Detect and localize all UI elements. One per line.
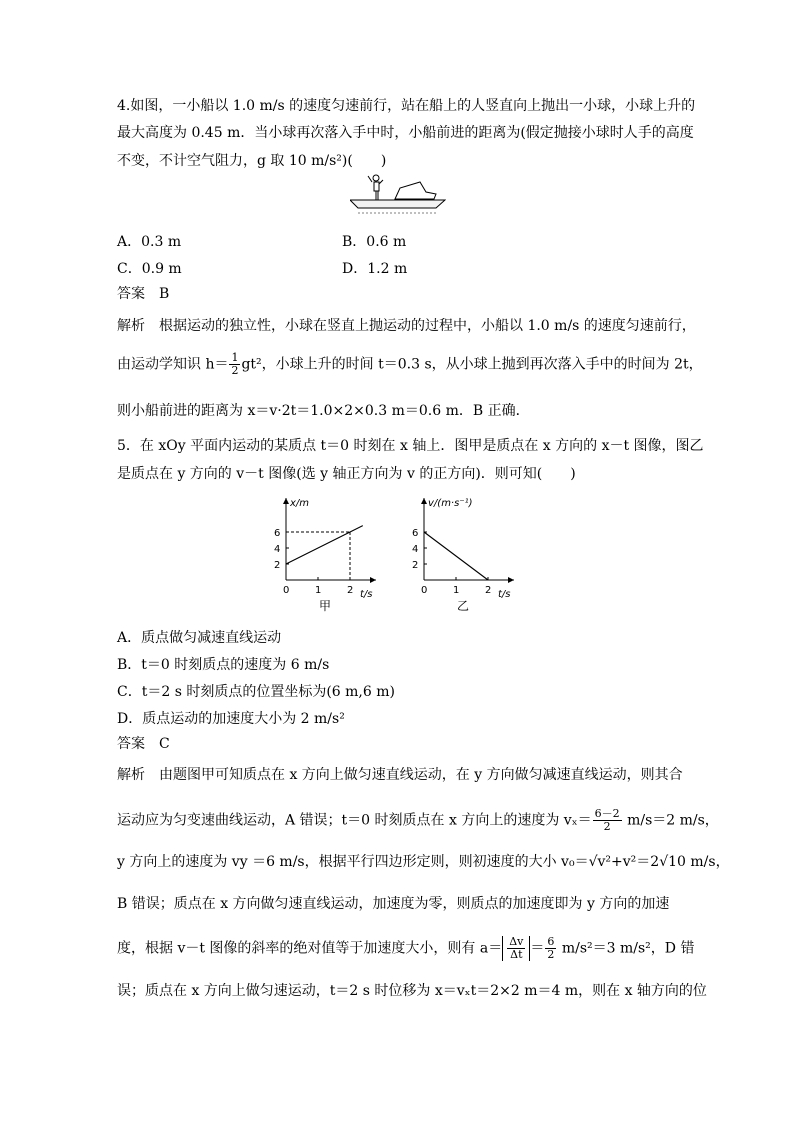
q5-ex2-text-a: 运动应为匀变速曲线运动，A 错误；t＝0 时刻质点在 x 方向上的速度为 vₓ＝	[117, 812, 592, 829]
jia-x-label: t/s	[360, 589, 373, 600]
q4-option-c: C．0.9 m	[117, 261, 182, 277]
q5-ex2-text-b: m/s＝2 m/s，	[627, 812, 719, 829]
jia-series-line	[286, 526, 363, 564]
q5-option-b: B．t＝0 时刻质点的速度为 6 m/s	[117, 657, 330, 673]
q5-option-d: D．质点运动的加速度大小为 2 m/s²	[117, 711, 345, 727]
q4-explanation-2	[117, 352, 703, 377]
q4-answer: 答案 B	[117, 286, 170, 302]
q5-option-c: C．t＝2 s 时刻质点的位置坐标为(6 m,6 m)	[117, 684, 395, 700]
q4-half-fraction: $\frac{1}{2}$	[231, 351, 239, 377]
jia-x-tick-label: 0	[283, 585, 290, 596]
q4-explanation-1: 解析 根据运动的独立性，小球在竖直上抛运动的过程中，小船以 1.0 m/s 的速度匀速前行，	[117, 318, 696, 334]
q4-option-b: B．0.6 m	[342, 234, 407, 250]
yi-y-tick-label: 6	[412, 528, 419, 539]
q5-explanation-2	[117, 808, 719, 833]
q5-explanation-1: 解析 由题图甲可知质点在 x 方向上做匀速直线运动，在 y 方向做匀减速直线运动，则其合	[117, 767, 683, 783]
chart-v-t-graph	[395, 490, 525, 620]
q5-ex5-text-b: m/s²＝3 m/s²，D 错	[561, 940, 695, 957]
jia-x-tick-label: 1	[315, 585, 322, 596]
q5-answer: 答案 C	[117, 736, 170, 752]
boat-illustration	[350, 172, 446, 218]
q5-abs-bars: $\frac{\Delta v}{\Delta t}$	[502, 936, 530, 961]
q5-ex5-text-a: 度，根据 v－t 图像的斜率的绝对值等于加速度大小，则有 a＝	[117, 940, 503, 957]
q4-ex2-text-b: gt²，小球上升的时间 t＝0.3 s，从小球上抛到再次落入手中的时间为 2t，	[241, 356, 703, 373]
yi-x-tick-label: 2	[485, 585, 492, 596]
jia-x-tick-label: 2	[347, 585, 354, 596]
q5-accel-fraction: $\frac{6}{2}$	[547, 935, 555, 961]
q5-ex3-text-b: m/s，	[690, 854, 730, 870]
jia-y-tick-label: 4	[274, 544, 281, 555]
q4-explanation-3: 则小船前进的距离为 x＝v·2t＝1.0×2×0.3 m＝0.6 m．B 正确．	[117, 403, 530, 419]
q5-sqrt-expression: √v²+v²＝2√10	[588, 854, 686, 870]
yi-y-tick-label: 4	[412, 544, 419, 555]
q5-ex3-text-a: y 方向上的速度为 vy ＝6 m/s，根据平行四边形定则，则初速度的大小 v₀＝	[117, 854, 589, 870]
q5-explanation-3	[117, 853, 730, 871]
q5-line-2: 是质点在 y 方向的 v－t 图像(选 y 轴正方向为 v 的正方向)．则可知( )	[117, 466, 576, 482]
yi-y-label: v/(m·s⁻¹)	[428, 498, 473, 509]
q5-line-1: 5．在 xOy 平面内运动的某质点 t＝0 时刻在 x 轴上．图甲是质点在 x 方向的 x－t 图像，图乙	[117, 438, 704, 454]
chart-x-t-graph	[255, 490, 400, 620]
jia-y-tick-label: 6	[274, 528, 281, 539]
jia-y-label: x/m	[290, 498, 310, 509]
yi-caption: 乙	[457, 599, 470, 613]
q4-ex2-text-a: 由运动学知识 h＝	[117, 356, 229, 373]
q4-line-1: 4.如图，一小船以 1.0 m/s 的速度匀速前行，站在船上的人竖直向上抛出一小球，小球上升的	[117, 98, 696, 114]
q5-explanation-6: 误；质点在 x 方向上做匀速运动，t＝2 s 时位移为 x＝vₓt＝2×2 m＝4 m，则在 x 轴方向的位	[117, 983, 707, 999]
q4-option-a: A．0.3 m	[117, 234, 182, 250]
q5-explanation-4: B 错误；质点在 x 方向做匀速直线运动，加速度为零，则质点的加速度即为 y 方向的加速	[117, 896, 670, 912]
q5-option-a: A．质点做匀减速直线运动	[117, 630, 282, 646]
yi-x-tick-label: 1	[453, 585, 460, 596]
yi-series-line	[424, 532, 488, 580]
jia-caption: 甲	[319, 599, 332, 613]
q5-explanation-5: 度，根据 v－t 图像的斜率的绝对值等于加速度大小，则有 a＝ $\frac{\Delta v}{\Delta t}$ ＝ $\frac{6}{2}$ m/s²＝3 m/s²，D 错	[117, 935, 695, 961]
yi-y-tick-label: 2	[412, 560, 419, 571]
yi-x-arrow	[508, 577, 514, 583]
yi-y-arrow	[421, 498, 427, 504]
yi-x-label: t/s	[498, 589, 511, 600]
jia-y-arrow	[283, 498, 289, 504]
jia-y-tick-label: 2	[274, 560, 281, 571]
q4-option-d: D．1.2 m	[342, 261, 408, 277]
yi-x-tick-label: 0	[421, 585, 428, 596]
q4-line-3: 不变，不计空气阻力，g 取 10 m/s²)( )	[117, 153, 387, 169]
q4-line-2: 最大高度为 0.45 m．当小球再次落入手中时，小船前进的距离为(假定抛接小球时人手的高度	[117, 125, 694, 141]
jia-x-arrow	[370, 577, 376, 583]
q5-velocity-fraction: $\frac{6-2}{2}$	[594, 807, 620, 833]
